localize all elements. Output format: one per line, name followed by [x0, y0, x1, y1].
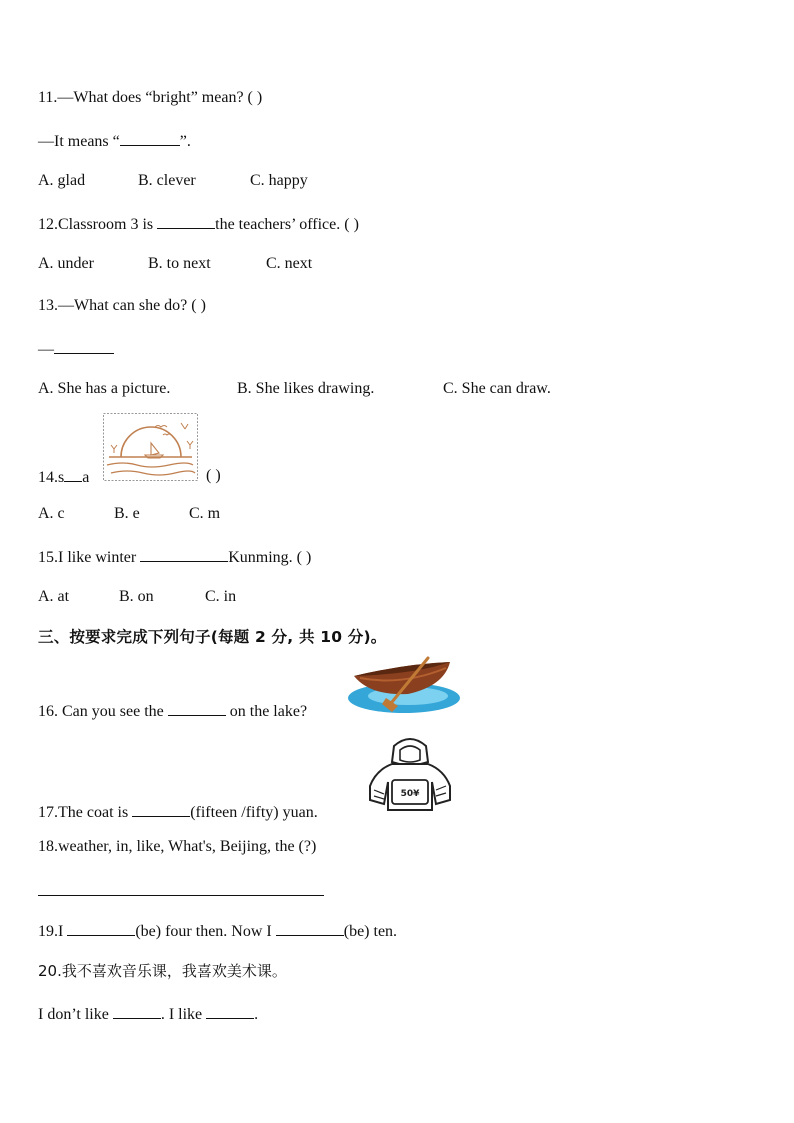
- q17-post: (fifteen /fifty) yuan.: [190, 804, 318, 821]
- q14-mid: a: [82, 469, 90, 486]
- section-3-heading: 三、按要求完成下列句子(每题 2 分, 共 10 分)。: [38, 628, 387, 646]
- q11-option-c[interactable]: C. happy: [250, 172, 308, 189]
- sunset-sea-image: [103, 413, 198, 481]
- q20-post: .: [254, 1006, 259, 1023]
- q20-blank-1[interactable]: [113, 1003, 161, 1019]
- q14-paren: ( ): [206, 467, 221, 484]
- q15-question: [38, 546, 311, 568]
- q17-blank[interactable]: [132, 801, 190, 817]
- q11-answer-pre: —It means “: [38, 133, 120, 150]
- q14-question: [38, 466, 89, 488]
- q11-question: 11.—What does “bright” mean? ( ): [38, 89, 263, 106]
- q12-option-c[interactable]: C. next: [266, 255, 313, 272]
- q19-mid: (be) four then. Now I: [135, 923, 276, 940]
- q11-answer-line: [38, 130, 191, 152]
- q19-blank-2[interactable]: [276, 920, 344, 936]
- q20-chinese: 20.我不喜欢音乐课，我喜欢美术课。: [38, 962, 287, 980]
- q14-option-a[interactable]: A. c: [38, 505, 65, 522]
- q13-option-b[interactable]: B. She likes drawing.: [237, 380, 375, 397]
- q11-blank[interactable]: [120, 130, 180, 146]
- q12-option-b[interactable]: B. to next: [148, 255, 211, 272]
- q20-blank-2[interactable]: [206, 1003, 254, 1019]
- q16-blank[interactable]: [168, 700, 226, 716]
- q11-option-b[interactable]: B. clever: [138, 172, 196, 189]
- q13-question: 13.—What can she do? ( ): [38, 297, 206, 314]
- q14-option-c[interactable]: C. m: [189, 505, 221, 522]
- q12-question: [38, 213, 359, 235]
- coat-image: [366, 734, 454, 814]
- q13-answer-line: [38, 338, 114, 360]
- q16-question: [38, 700, 307, 722]
- q15-option-b[interactable]: B. on: [119, 588, 154, 605]
- q12-pre: 12.Classroom 3 is: [38, 216, 158, 233]
- q14-option-b[interactable]: B. e: [114, 505, 140, 522]
- q18-answer-line[interactable]: [38, 895, 324, 896]
- q12-post: the teachers’ office. ( ): [215, 216, 359, 233]
- q15-post: Kunming. ( ): [228, 549, 312, 566]
- q19-post: (be) ten.: [343, 923, 398, 940]
- q11-option-a[interactable]: A. glad: [38, 172, 86, 189]
- q13-blank[interactable]: [54, 338, 114, 354]
- q12-option-a[interactable]: A. under: [38, 255, 94, 272]
- boat-image: [346, 656, 464, 718]
- q20-answer-line: [38, 1003, 258, 1025]
- q17-question: [38, 801, 318, 823]
- q14-pre: 14.s: [38, 469, 65, 486]
- q11-answer-post: ”.: [179, 133, 191, 150]
- q13-option-a[interactable]: A. She has a picture.: [38, 380, 171, 397]
- q19-question: [38, 920, 397, 942]
- q19-pre: 19.I: [38, 923, 68, 940]
- q15-option-c[interactable]: C. in: [205, 588, 237, 605]
- q15-option-a[interactable]: A. at: [38, 588, 70, 605]
- q20-mid: . I like: [160, 1006, 207, 1023]
- q13-option-c[interactable]: C. She can draw.: [443, 380, 551, 397]
- q13-answer-pre: —: [38, 341, 54, 358]
- q16-post: on the lake?: [225, 703, 308, 720]
- q18-question: 18.weather, in, like, What's, Beijing, the (?): [38, 838, 317, 855]
- q14-blank[interactable]: [64, 466, 82, 482]
- q12-blank[interactable]: [157, 213, 215, 229]
- q16-pre: 16. Can you see the: [38, 703, 168, 720]
- q20-pre: I don’t like: [38, 1006, 113, 1023]
- q19-blank-1[interactable]: [67, 920, 135, 936]
- q17-pre: 17.The coat is: [38, 804, 133, 821]
- q15-pre: 15.I like winter: [38, 549, 141, 566]
- price-tag-text: 50¥: [400, 789, 420, 799]
- q15-blank[interactable]: [140, 546, 228, 562]
